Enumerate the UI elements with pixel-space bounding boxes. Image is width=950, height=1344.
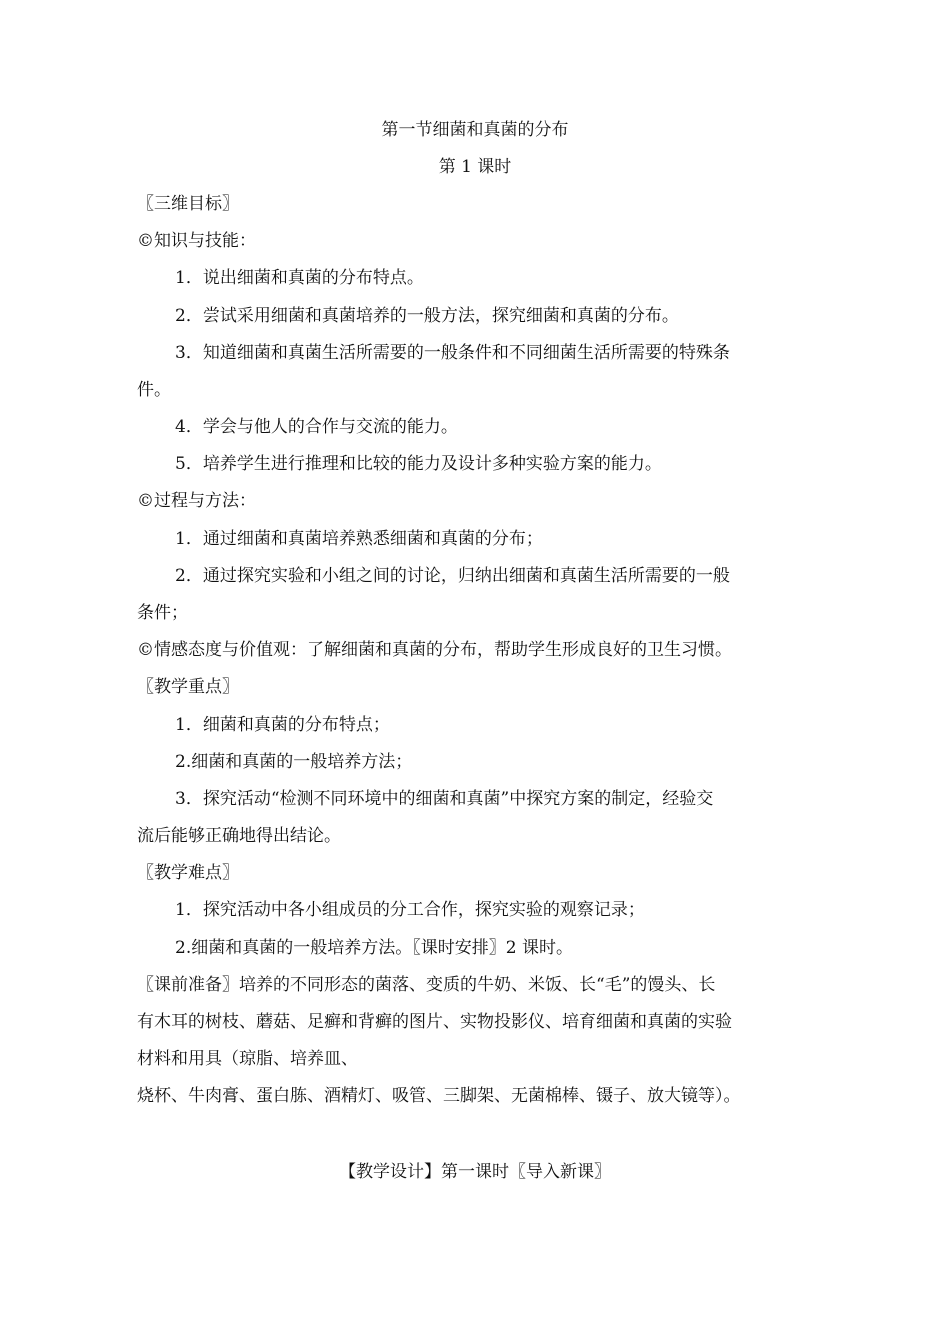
attitude-line: ©情感态度与价值观：了解细菌和真菌的分布，帮助学生形成良好的卫生习惯。 bbox=[137, 640, 732, 660]
difficulty-1: 1．探究活动中各小组成员的分工合作，探究实验的观察记录； bbox=[175, 900, 645, 920]
key-point-3-continued: 流后能够正确地得出结论。 bbox=[137, 826, 341, 846]
knowledge-item-5: 5．培养学生进行推理和比较的能力及设计多种实验方案的能力。 bbox=[175, 454, 662, 474]
knowledge-item-4: 4．学会与他人的合作与交流的能力。 bbox=[175, 417, 458, 437]
objectives-heading: 〖三维目标〗 bbox=[137, 194, 239, 214]
preparation-line-2: 有木耳的树枝、蘑菇、足癣和背癣的图片、实物投影仪、培育细菌和真菌的实验 bbox=[137, 1012, 732, 1032]
key-point-3: 3．探究活动“检测不同环境中的细菌和真菌”中探究方案的制定，经验交 bbox=[175, 789, 714, 809]
preparation-line-3: 材料和用具（琼脂、培养皿、 bbox=[137, 1049, 358, 1069]
preparation-line-4: 烧杯、牛肉膏、蛋白胨、酒精灯、吸管、三脚架、无菌棉棒、镊子、放大镜等）。 bbox=[137, 1086, 741, 1106]
process-item-2-continued: 条件； bbox=[137, 603, 188, 623]
preparation-line-1: 〖课前准备〗培养的不同形态的菌落、变质的牛奶、米饭、长“毛”的馒头、长 bbox=[137, 975, 716, 995]
knowledge-item-3: 3．知道细菌和真菌生活所需要的一般条件和不同细菌生活所需要的特殊条 bbox=[175, 343, 730, 363]
knowledge-item-2: 2．尝试采用细菌和真菌培养的一般方法，探究细菌和真菌的分布。 bbox=[175, 306, 679, 326]
key-points-heading: 〖教学重点〗 bbox=[137, 677, 239, 697]
knowledge-item-3-continued: 件。 bbox=[137, 380, 171, 400]
key-point-2: 2.细菌和真菌的一般培养方法； bbox=[175, 752, 413, 772]
process-item-1: 1．通过细菌和真菌培养熟悉细菌和真菌的分布； bbox=[175, 529, 543, 549]
difficulties-heading: 〖教学难点〗 bbox=[137, 863, 239, 883]
knowledge-heading: ©知识与技能： bbox=[137, 231, 256, 251]
difficulty-2: 2.细菌和真菌的一般培养方法。〖课时安排〗2 课时。 bbox=[175, 938, 573, 958]
process-item-2: 2．通过探究实验和小组之间的讨论，归纳出细菌和真菌生活所需要的一般 bbox=[175, 566, 730, 586]
document-title: 第一节细菌和真菌的分布 bbox=[381, 120, 569, 140]
document-subtitle: 第 1 课时 bbox=[438, 157, 512, 177]
design-heading: 【教学设计】第一课时〖导入新课〗 bbox=[339, 1162, 611, 1182]
process-heading: ©过程与方法： bbox=[137, 491, 256, 511]
key-point-1: 1．细菌和真菌的分布特点； bbox=[175, 715, 390, 735]
knowledge-item-1: 1．说出细菌和真菌的分布特点。 bbox=[175, 268, 424, 288]
